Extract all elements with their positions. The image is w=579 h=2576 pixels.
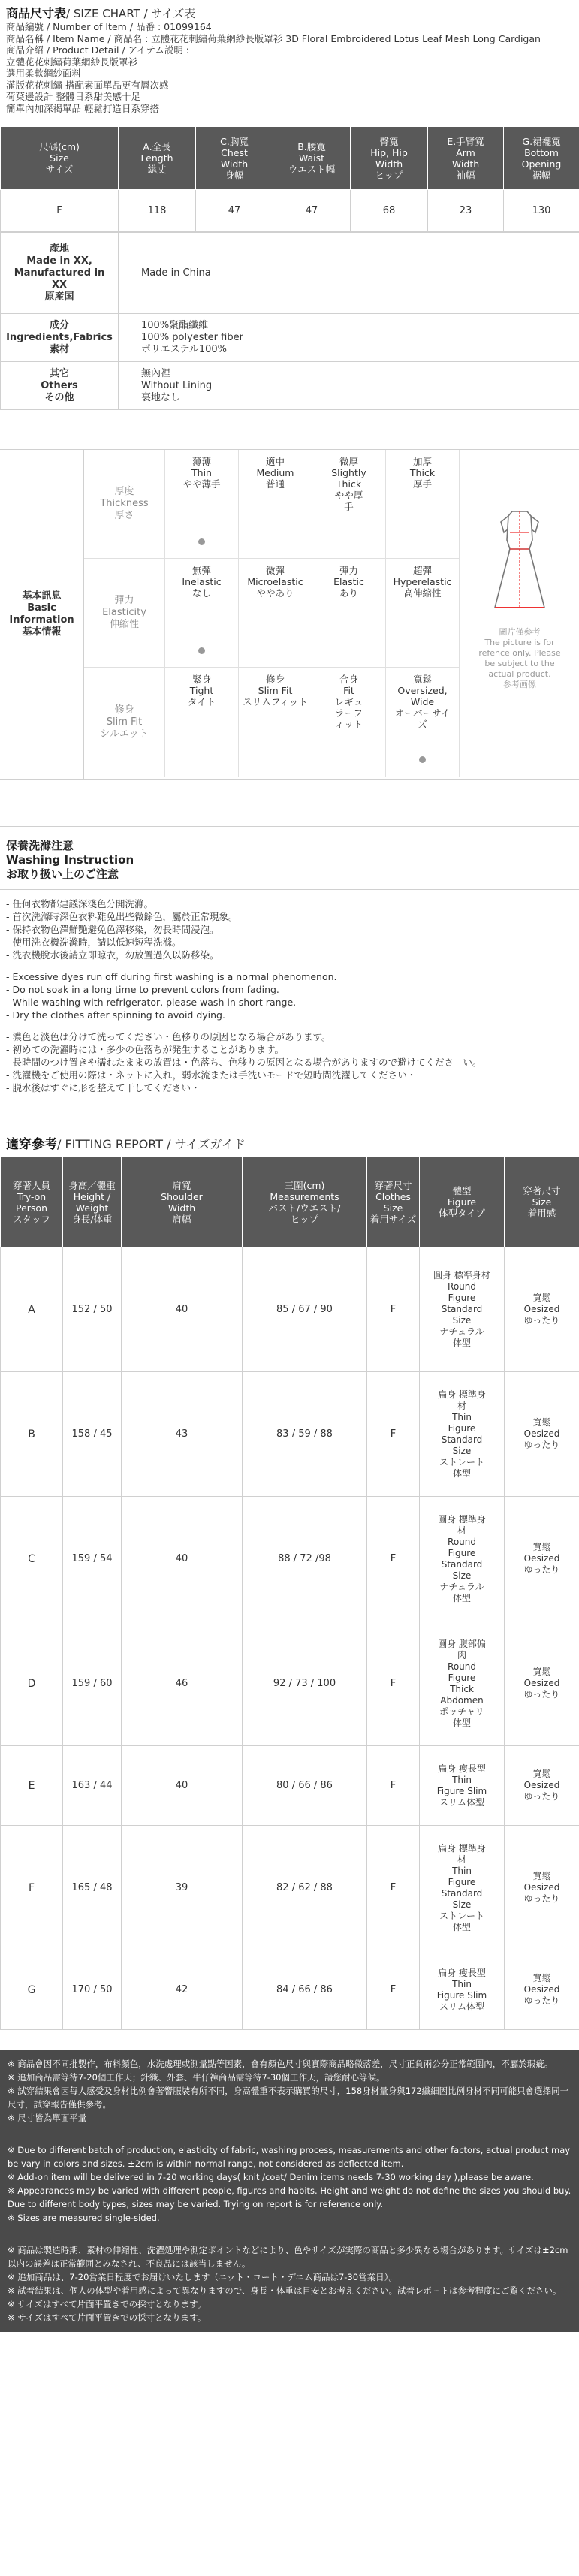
other-label: 其它 Others その他 (1, 362, 119, 410)
washing-instruction-line: - 長時間のつけ置きや濡れたままの放置は・色落ち、色移りの原因となる場合がありますので避けてくださ い。 (6, 1057, 482, 1068)
fitting-report-title (0, 1137, 579, 1152)
washing-instruction-line: - Dry the clothes after spinning to avoid dying. (6, 1009, 225, 1021)
selected-dot-icon (198, 647, 205, 654)
fitting-cell-feel: 寬鬆 Oesized ゆったり (505, 1372, 579, 1497)
size-table-cell: 47 (196, 190, 273, 232)
note-line: ※ 追加商品は、7-20営業日程度でお届けいたします（ニット・コート・デニム商品は7-30営業日）。 (8, 2272, 397, 2282)
washing-title-zh: 保養洗滌注意 (6, 839, 74, 852)
fitting-table-header-cell: 三圍(cm) Measurements バスト/ウエスト/ ヒップ (243, 1157, 367, 1247)
fitting-cell-meas: 80 / 66 / 86 (243, 1746, 367, 1826)
size-table-header-cell: A.全長 Length 総丈 (119, 127, 196, 190)
characteristic-option (386, 559, 460, 667)
characteristic-row-label: 修身 Slim Fit シルエット (84, 668, 165, 777)
characteristic-option (165, 450, 239, 558)
characteristic-row (84, 450, 460, 559)
selected-dot-icon (419, 756, 426, 763)
fitting-cell-figure: 圓身 腹部偏 肉 Round Figure Thick Abdomen ポッチャリ 体型 (420, 1621, 505, 1746)
fitting-table-header-cell: 肩寬 Shoulder Width 肩幅 (122, 1157, 243, 1247)
washing-instruction-line: - 初めての洗濯時には・多少の色落ちが発生することがあります。 (6, 1044, 284, 1055)
fitting-cell-meas: 82 / 62 / 88 (243, 1826, 367, 1950)
fitting-cell-meas: 84 / 66 / 86 (243, 1950, 367, 2030)
characteristic-row (84, 559, 460, 668)
picture-reference-note: 圖片僅參考 The picture is for refence only. Please be subject to the actual product. 参考画像 (478, 627, 561, 689)
size-chart-title-bold: 商品尺寸表 (6, 6, 67, 20)
size-table (0, 126, 579, 232)
fitting-table-header-cell: 穿著尺寸 Clothes Size 着用サイズ (367, 1157, 420, 1247)
fitting-cell-shoulder: 40 (122, 1746, 243, 1826)
washing-jp-list (6, 1030, 573, 1094)
fitting-cell-size: F (367, 1621, 420, 1746)
fitting-table-header-row (1, 1157, 579, 1247)
fitting-cell-hw: 159 / 60 (63, 1621, 122, 1746)
fitting-cell-figure: 圓身 標準身 材 Round Figure Standard Size ナチュラル 体型 (420, 1497, 505, 1621)
characteristic-option (312, 559, 386, 667)
characteristic-option (312, 450, 386, 558)
size-table-header-cell: B.腰寬 Waist ウエスト幅 (273, 127, 351, 190)
washing-en-list (6, 970, 573, 1021)
size-table-cell: F (1, 190, 119, 232)
fitting-cell-hw: 159 / 54 (63, 1497, 122, 1621)
note-line: ※ サイズはすべて片面平置きでの採寸となります。 (8, 2312, 207, 2323)
fitting-cell-size: F (367, 1950, 420, 2030)
fitting-cell-figure: 扁身 瘦長型 Thin Figure Slim スリム体型 (420, 1746, 505, 1826)
washing-instruction-line: - 使用洗衣機洗滌時，請以低速短程洗滌。 (6, 937, 182, 948)
note-line: ※ Add-on item will be delivered in 7-20 working days( knit /coat/ Denim items needs 7-30 working day ),please be aware. (8, 2172, 534, 2182)
fitting-table-header-cell: 身高／體重 Height / Weight 身長/体重 (63, 1157, 122, 1247)
washing-instruction-line: - 脱水後はすぐに形を整えて干してください・ (6, 1082, 201, 1093)
product-info-line: 商品介紹 / Product Detail / アイテム説明 : (6, 44, 190, 56)
characteristic-option (312, 668, 386, 777)
fitting-title-bold: 適穿參考 (6, 1137, 57, 1152)
basic-information-grid (84, 450, 460, 777)
size-table-header-cell: C.胸寬 Chest Width 身幅 (196, 127, 273, 190)
fitting-cell-feel: 寬鬆 Oesized ゆったり (505, 1746, 579, 1826)
fitting-cell-hw: 152 / 50 (63, 1247, 122, 1372)
note-line: ※ 商品は製造時期、素材の伸縮性、洗濯処理や測定ポイントなどにより、色やサイズが実際の商品と多少異なる場合があります。サイズは±2cm以内の誤差は正常範囲とみなされ、不良品には該当しません。 (8, 2245, 568, 2269)
fitting-cell-size: F (367, 1746, 420, 1826)
characteristic-option (386, 668, 460, 777)
fitting-cell-person: C (1, 1497, 63, 1621)
fitting-title-rest: / FITTING REPORT / サイズガイド (57, 1137, 246, 1151)
note-line: ※ Sizes are measured single-sided. (8, 2213, 160, 2223)
fitting-cell-size: F (367, 1497, 420, 1621)
size-table-cell: 118 (119, 190, 196, 232)
size-table-row (1, 190, 579, 232)
product-info-line: 商品名稱 / Item Name / 商品名 : 立體花花刺繡荷葉網紗長版罩衫 3D Floral Embroidered Lotus Leaf Mesh Long Cardigan (6, 32, 541, 44)
origin-value: Made in China (119, 233, 579, 314)
size-table-cell: 68 (351, 190, 428, 232)
characteristic-option-label: 無彈 Inelastic なし (182, 565, 222, 599)
washing-instruction-line: - 任何衣物都建議深淺色分開洗滌。 (6, 898, 153, 909)
fitting-cell-person: E (1, 1746, 63, 1826)
characteristic-option-label: 合身 Fit レギュ ラーフ ィット (334, 674, 363, 730)
characteristic-option-label: 薄薄 Thin やや薄手 (182, 456, 221, 490)
washing-instruction-line: - 首次洗滌時深色衣料難免出些微餘色，屬於正常現象。 (6, 911, 238, 922)
washing-instruction-line: - 洗濯機をご使用の際は・ネットに入れ，弱水流または手洗いモードで短時間洗濯してください・ (6, 1069, 417, 1081)
product-info-line: 選用柔軟網紗面料 (6, 68, 82, 79)
characteristic-option-label: 寬鬆 Oversized, Wide オーバーサイ ズ (394, 674, 451, 730)
notes-jp-list (8, 2243, 571, 2324)
characteristic-option-label: 修身 Slim Fit スリムフィット (243, 674, 308, 707)
fitting-cell-person: D (1, 1621, 63, 1746)
fitting-table-header-cell: 體型 Figure 体型タイプ (420, 1157, 505, 1247)
fitting-cell-shoulder: 40 (122, 1247, 243, 1372)
basic-information-title: 基本訊息 Basic Information 基本情報 (0, 450, 84, 779)
fitting-report-table (0, 1157, 579, 2030)
characteristic-option-label: 超彈 Hyperelastic 高伸縮性 (393, 565, 452, 599)
note-line: ※ 追加商品需等待7-20個工作天；針織、外套、牛仔褲商品需等待7-30個工作天，請您耐心等候。 (8, 2072, 385, 2083)
characteristic-option (165, 559, 239, 667)
fitting-table-row (1, 1247, 579, 1372)
fitting-table-row (1, 1950, 579, 2030)
product-info-line: 商品編號 / Number of Item / 品番 : 01099164 (6, 21, 212, 32)
notes-zh-list (8, 2057, 571, 2125)
washing-title-jp: お取り扱い上のご注意 (6, 867, 119, 881)
fitting-table-header-cell: 穿著尺寸 Size 着用感 (505, 1157, 579, 1247)
fitting-cell-person: F (1, 1826, 63, 1950)
fitting-cell-hw: 170 / 50 (63, 1950, 122, 2030)
fitting-cell-feel: 寬鬆 Oesized ゆったり (505, 1826, 579, 1950)
fitting-cell-shoulder: 42 (122, 1950, 243, 2030)
fitting-cell-size: F (367, 1826, 420, 1950)
size-chart-title (6, 6, 573, 21)
washing-instruction-line: - While washing with refrigerator, please wash in short range. (6, 997, 297, 1008)
size-table-cell: 23 (428, 190, 504, 232)
fitting-cell-hw: 158 / 45 (63, 1372, 122, 1497)
product-info-line: 滿版花花刺繡 搭配素面單品更有層次感 (6, 79, 169, 91)
fitting-cell-figure: 扁身 標準身 材 Thin Figure Standard Size ストレート 体型 (420, 1826, 505, 1950)
size-table-header-cell: E.手臂寬 Arm Width 袖幅 (428, 127, 504, 190)
fitting-cell-shoulder: 46 (122, 1621, 243, 1746)
note-line: ※ サイズはすべて片面平置きでの採寸となります。 (8, 2299, 207, 2309)
characteristic-option-label: 適中 Medium 普通 (256, 456, 294, 490)
note-line: ※ 尺寸皆為單面平量 (8, 2113, 87, 2123)
fitting-cell-feel: 寬鬆 Oesized ゆったり (505, 1497, 579, 1621)
product-info-line: 立體花花刺繡荷葉網紗長版罩衫 (6, 56, 138, 68)
fitting-table-header-cell: 穿著人員 Try-on Person スタッフ (1, 1157, 63, 1247)
product-info-lines (6, 21, 573, 114)
fitting-table-row (1, 1497, 579, 1621)
fitting-cell-size: F (367, 1247, 420, 1372)
product-illustration-panel (460, 450, 579, 779)
size-chart-title-rest: / SIZE CHART / サイズ表 (66, 7, 196, 20)
washing-instruction-line: - Excessive dyes run off during first washing is a normal phenomenon. (6, 971, 337, 982)
fitting-cell-feel: 寬鬆 Oesized ゆったり (505, 1950, 579, 2030)
note-line: ※ 試着結果は、個人の体型や着用感によって異なりますので、身長・体重は目安とお考えください。試着レポートは参考程度にご覧ください。 (8, 2285, 562, 2296)
fitting-table-row (1, 1372, 579, 1497)
basic-information-section (0, 449, 579, 780)
washing-zh-list (6, 897, 573, 961)
fitting-table-row (1, 1746, 579, 1826)
notes-en-list (8, 2143, 571, 2225)
characteristic-row (84, 668, 460, 777)
size-table-header-cell: G.裙襬寬 Bottom Opening 裾幅 (504, 127, 579, 190)
characteristic-row-label: 彈力 Elasticity 伸縮性 (84, 559, 165, 667)
size-chart-header (0, 0, 579, 114)
material-value: 100%聚酯纖維 100% polyester fiber ポリエステル100% (119, 314, 579, 362)
other-value: 無內裡 Without Lining 裏地なし (119, 362, 579, 410)
washing-instruction-line: - 保持衣物色澤鮮艷避免色澤移染，勿長時間浸泡。 (6, 924, 219, 935)
washing-instruction-body (0, 890, 579, 1102)
fitting-cell-hw: 163 / 44 (63, 1746, 122, 1826)
washing-instruction-line: - Do not soak in a long time to prevent colors from fading. (6, 984, 279, 995)
fitting-cell-shoulder: 43 (122, 1372, 243, 1497)
characteristic-option (165, 668, 239, 777)
size-table-cell: 47 (273, 190, 351, 232)
washing-instruction-section (0, 826, 579, 1102)
fitting-cell-feel: 寬鬆 Oesized ゆったり (505, 1247, 579, 1372)
product-info-table (0, 232, 579, 410)
fitting-cell-person: B (1, 1372, 63, 1497)
characteristic-option-label: 緊身 Tight タイト (187, 674, 216, 707)
notes-section (0, 2050, 579, 2332)
product-info-line: 簡單內加深褐單品 輕鬆打造日系穿搭 (6, 102, 159, 114)
size-table-header-cell: 尺碼(cm) Size サイズ (1, 127, 119, 190)
size-table-cell: 130 (504, 190, 579, 232)
characteristic-option-label: 加厚 Thick 厚手 (409, 456, 436, 490)
washing-title-en: Washing Instruction (6, 853, 134, 867)
fitting-cell-meas: 92 / 73 / 100 (243, 1621, 367, 1746)
washing-instruction-line: - 洗衣機脫水後請立即晾衣，勿放置過久以防移染。 (6, 949, 219, 961)
fitting-cell-person: A (1, 1247, 63, 1372)
fitting-cell-meas: 83 / 59 / 88 (243, 1372, 367, 1497)
characteristic-row-label: 厚度 Thickness 厚さ (84, 450, 165, 558)
note-line: ※ Due to different batch of production, elasticity of fabric, washing process, measurements and other factors, actual product may be vary in colors and sizes. ±2cm is within normal range, not considered as deflected item. (8, 2145, 571, 2169)
fitting-cell-shoulder: 40 (122, 1497, 243, 1621)
fitting-cell-size: F (367, 1372, 420, 1497)
fitting-table-row (1, 1826, 579, 1950)
fitting-cell-figure: 圓身 標準身材 Round Figure Standard Size ナチュラル 体型 (420, 1247, 505, 1372)
fitting-cell-meas: 85 / 67 / 90 (243, 1247, 367, 1372)
origin-label: 產地 Made in XX, Manufactured in XX 原産国 (1, 233, 119, 314)
fitting-cell-meas: 88 / 72 /98 (243, 1497, 367, 1621)
characteristic-option-label: 微彈 Microelastic ややあり (247, 565, 303, 599)
size-table-header-cell: 臀寬 Hip, Hip Width ヒップ (351, 127, 428, 190)
material-label: 成分 Ingredients,Fabrics 素材 (1, 314, 119, 362)
characteristic-option-label: 彈力 Elastic あり (333, 565, 364, 599)
note-line: ※ 試穿結果會因每人感受及身材比例會著響服裝有所不同，身高體重不表示購買的尺寸，158身材量身與172纖細因比例身材不同可能只會選擇同一尺寸，試穿報告僅供參考。 (8, 2086, 569, 2110)
fitting-cell-person: G (1, 1950, 63, 2030)
fitting-cell-hw: 165 / 48 (63, 1826, 122, 1950)
characteristic-option (239, 559, 312, 667)
fitting-cell-figure: 扁身 瘦長型 Thin Figure Slim スリム体型 (420, 1950, 505, 2030)
note-line: ※ 商品會因不同批製作，布料顏色，水洗處理或測量點等因素，會有顏色尺寸與實際商品略微落差，尺寸正負兩公分正常範圍內，不屬於瑕疵。 (8, 2059, 553, 2069)
selected-dot-icon (198, 538, 205, 545)
characteristic-option (239, 450, 312, 558)
product-info-line: 荷葉邊設計 整體日系甜美感十足 (6, 91, 140, 102)
washing-instruction-line: - 濃色と淡色は分けて洗ってください・色移りの原因となる場合があります。 (6, 1031, 331, 1042)
note-line: ※ Appearances may be varied with different people, figures and habits. Height and weight do not define the sizes you should buy. Due to different body types, sizes may be varied. Trying on report is for reference only. (8, 2185, 571, 2210)
characteristic-option-label: 微厚 Slightly Thick やや厚 手 (331, 456, 366, 512)
washing-instruction-title (0, 826, 579, 890)
size-table-header-row (1, 127, 579, 190)
characteristic-option (239, 668, 312, 777)
dress-illustration-icon (486, 510, 553, 615)
fitting-cell-figure: 扁身 標準身 材 Thin Figure Standard Size ストレート 体型 (420, 1372, 505, 1497)
characteristic-option (386, 450, 460, 558)
fitting-cell-shoulder: 39 (122, 1826, 243, 1950)
fitting-cell-feel: 寬鬆 Oesized ゆったり (505, 1621, 579, 1746)
fitting-table-row (1, 1621, 579, 1746)
